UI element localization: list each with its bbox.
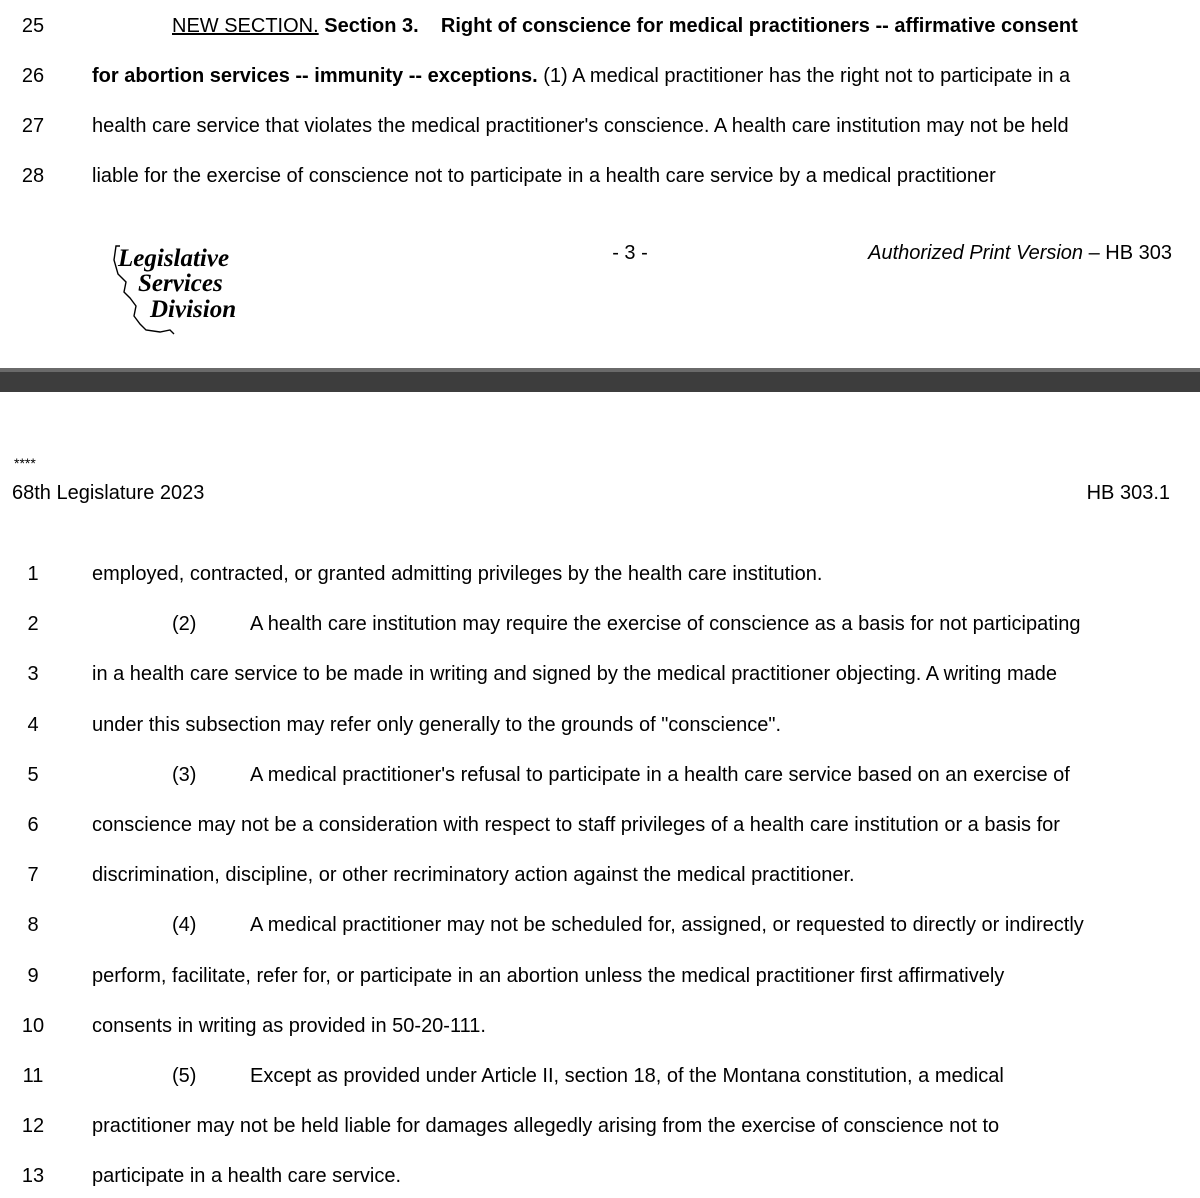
page2-line-3 (0, 654, 1200, 694)
line-text (172, 1056, 1162, 1096)
page-number: - 3 - (612, 242, 648, 264)
line-body: in a health care service to be made in writing and signed by the medical practitioner objecting. A writing made (92, 663, 1057, 685)
line-body: perform, facilitate, refer for, or participate in an abortion unless the medical practitioner first affirmatively (92, 965, 1005, 987)
line-body: A medical practitioner's refusal to participate in a health care service based on an exercise of (250, 764, 1070, 786)
line-number: 4 (27, 714, 39, 736)
page2-line-12 (0, 1106, 1200, 1146)
line-number: 2 (27, 613, 39, 635)
line-number: 10 (21, 1015, 45, 1037)
line-body: conscience may not be a consideration with respect to staff privileges of a health care institution or a basis for (92, 814, 1060, 836)
logo-line-legislative: Legislative (118, 245, 230, 272)
line-text (92, 1156, 1162, 1196)
line-body: (1) A medical practitioner has the right not to participate in a (537, 65, 1071, 87)
legislature-header: 68th Legislature 2023 (12, 482, 205, 504)
line-body: A medical practitioner may not be scheduled for, assigned, or requested to directly or indirectly (250, 914, 1084, 936)
header-stars: **** (14, 455, 36, 471)
line-number: 28 (21, 165, 45, 187)
bill-number: HB 303.1 (1086, 482, 1170, 504)
line-body: practitioner may not be held liable for damages allegedly arising from the exercise of conscience not to (92, 1115, 1000, 1137)
line-text (92, 855, 1162, 895)
line-number: 7 (27, 864, 39, 886)
new-section-label: NEW SECTION. (172, 15, 319, 37)
page2-line-13 (0, 1156, 1200, 1196)
page1-line-27 (0, 106, 1200, 146)
line-text (92, 554, 1162, 594)
section-heading: Section 3. Right of conscience for medical practitioners -- affirmative consent (318, 15, 1078, 37)
line-number: 13 (21, 1165, 45, 1187)
line-text: health care service that violates the medical practitioner's conscience. A health care institution may not be held (92, 115, 1069, 137)
line-body: discrimination, discipline, or other recriminatory action against the medical practitioner. (92, 864, 855, 886)
logo-line-services: Services (138, 270, 223, 297)
page2-line-9 (0, 956, 1200, 996)
line-text (92, 654, 1162, 694)
line-number: 1 (27, 563, 39, 585)
page2-line-7 (0, 855, 1200, 895)
line-number: 27 (21, 115, 45, 137)
line-text (172, 6, 1162, 46)
page1-line-26 (0, 56, 1200, 96)
authorized-print-version (868, 240, 1172, 266)
page1-line-25 (0, 6, 1200, 46)
line-text (92, 1006, 1162, 1046)
subsection-number: (4) (172, 914, 197, 936)
line-body: A health care institution may require the exercise of conscience as a basis for not participating (250, 613, 1081, 635)
subsection-number: (2) (172, 613, 197, 635)
line-text: liable for the exercise of conscience not to participate in a health care service by a medical practitioner (92, 165, 996, 187)
line-body: under this subsection may refer only generally to the grounds of "conscience". (92, 714, 782, 736)
page1-line-28 (0, 156, 1200, 196)
page2-line-5 (0, 755, 1200, 795)
line-number: 6 (27, 814, 39, 836)
line-body: consents in writing as provided in 50-20-111. (92, 1015, 486, 1037)
line-number: 9 (27, 965, 39, 987)
page2-line-11 (0, 1056, 1200, 1096)
line-number: 26 (21, 65, 45, 87)
line-text (172, 604, 1162, 644)
authorized-bill: – HB 303 (1083, 242, 1172, 264)
page2-line-1 (0, 554, 1200, 594)
line-number: 11 (22, 1065, 44, 1087)
page2-line-4 (0, 705, 1200, 745)
page2-line-10 (0, 1006, 1200, 1046)
legislative-services-logo (110, 240, 260, 340)
line-number: 8 (27, 914, 39, 936)
line-number: 3 (27, 663, 39, 685)
line-text (92, 705, 1162, 745)
authorized-label: Authorized Print Version (868, 242, 1084, 264)
line-number: 5 (27, 764, 39, 786)
subsection-number: (5) (172, 1065, 197, 1087)
line-body: participate in a health care service. (92, 1165, 402, 1187)
line-text (92, 1106, 1162, 1146)
line-text (92, 956, 1162, 996)
section-heading-cont: for abortion services -- immunity -- exceptions. (92, 65, 538, 87)
line-body: employed, contracted, or granted admitting privileges by the health care institution. (92, 563, 823, 585)
line-text (92, 805, 1162, 845)
line-number: 12 (21, 1115, 45, 1137)
line-text (92, 56, 1162, 96)
subsection-number: (3) (172, 764, 197, 786)
page2-line-8 (0, 905, 1200, 945)
page2-line-2 (0, 604, 1200, 644)
logo-line-division: Division (150, 296, 237, 323)
page2-line-6 (0, 805, 1200, 845)
line-text (172, 905, 1162, 945)
line-text (172, 755, 1162, 795)
page-separator (0, 368, 1200, 392)
line-number: 25 (21, 15, 45, 37)
line-body: Except as provided under Article II, section 18, of the Montana constitution, a medical (250, 1065, 1004, 1087)
